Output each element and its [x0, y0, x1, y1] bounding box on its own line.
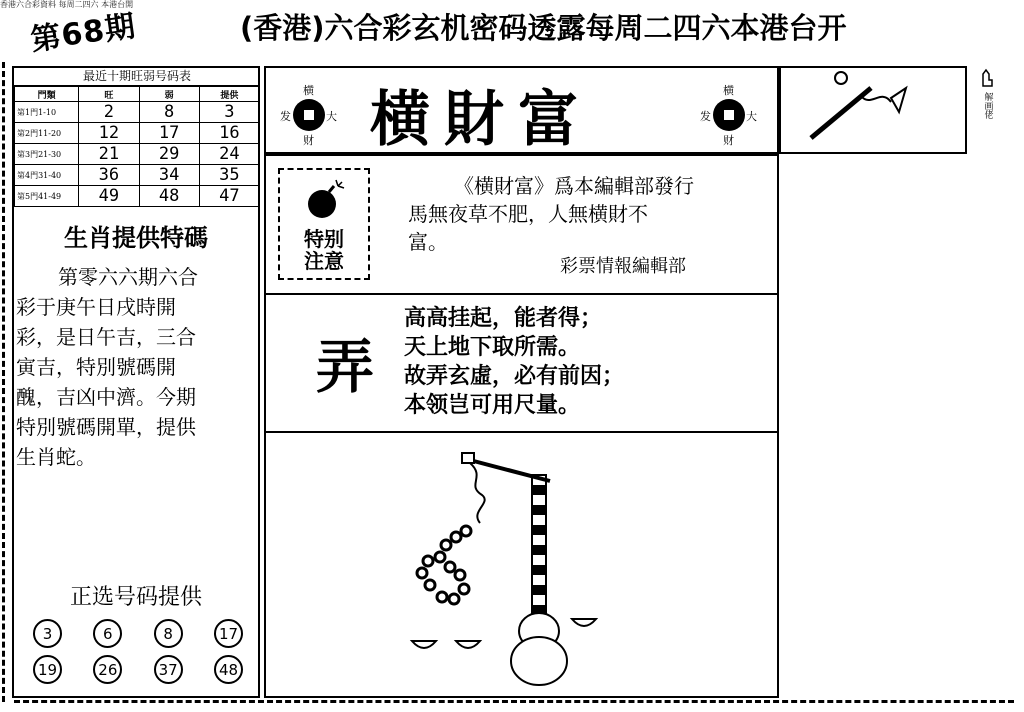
- zodiac-line: 彩于庚午日戌時開: [16, 295, 176, 319]
- notice-line: 馬無夜草不肥，人無横財不: [408, 202, 648, 226]
- zodiac-line: 第零六六期六合: [58, 265, 198, 289]
- zodiac-line: 寅吉，特別號碼開: [16, 355, 176, 379]
- pick-number: 24: [199, 144, 259, 165]
- col-header: 門類: [15, 87, 79, 102]
- pointing-hand-icon: [977, 66, 997, 88]
- hot-number: 49: [79, 186, 139, 207]
- poem-char: 弄: [316, 333, 375, 401]
- page-title: (香港)六合彩玄机密码透露每周二四六本港台开: [240, 11, 847, 45]
- illustration-panel: [264, 431, 779, 698]
- pick-ball: 19: [33, 655, 62, 684]
- pick-ball: 6: [93, 619, 122, 648]
- sketch-panel: [779, 66, 967, 154]
- zodiac-line: 特別號碼開單，提供: [16, 415, 196, 439]
- table-row: [15, 123, 260, 144]
- notice-text: [408, 172, 758, 256]
- fishing-rod-sketch: [781, 68, 965, 152]
- pick-number: 35: [199, 165, 259, 186]
- poem-line: 天上地下取所需。: [404, 335, 581, 360]
- cold-number: 29: [139, 144, 199, 165]
- row-label: 第5門41-49: [15, 186, 79, 207]
- table-row: [15, 144, 260, 165]
- pick-ball: 37: [154, 655, 183, 684]
- row-label: 第2門11-20: [15, 123, 79, 144]
- col-header: 旺: [79, 87, 139, 102]
- banner-title: 横財富: [370, 85, 592, 155]
- pick-ball: 48: [214, 655, 243, 684]
- notice-badge: [278, 168, 370, 280]
- issue-number: 第68期: [28, 8, 139, 59]
- coin-emblem-right: 横 发 大 财: [700, 84, 757, 147]
- table-title: 最近十期旺弱号码表: [14, 68, 260, 86]
- coin-emblem-left: 横 发 大 财: [280, 84, 337, 147]
- bottom-border: [14, 700, 1014, 703]
- pick-ball: 3: [33, 619, 62, 648]
- notice-signature: 彩票情報編輯部: [560, 256, 686, 277]
- notice-line: 富。: [408, 230, 448, 254]
- table-row: [15, 102, 260, 123]
- hot-number: 36: [79, 165, 139, 186]
- hot-number: 2: [79, 102, 139, 123]
- poem-line: 本领岂可用尺量。: [404, 393, 581, 418]
- row-label: 第3門21-30: [15, 144, 79, 165]
- zodiac-line: 生肖蛇。: [16, 445, 96, 469]
- cold-number: 34: [139, 165, 199, 186]
- top-strip: 香港六合彩資料 每周二四六 本港台開: [0, 0, 134, 9]
- poem-line: 高高挂起，能者得；: [404, 306, 603, 331]
- poem-text: [404, 304, 624, 420]
- hint-panel: [972, 66, 1002, 150]
- notice-line: 《横財富》爲本編輯部發行: [454, 174, 694, 198]
- history-table: [14, 68, 260, 207]
- hot-number: 21: [79, 144, 139, 165]
- pole-and-coins-illustration: [266, 433, 777, 696]
- poem-line: 故弄玄虛，必有前因；: [404, 364, 625, 389]
- notice-label: 特别 注意: [304, 227, 344, 273]
- pick-ball: 26: [93, 655, 122, 684]
- row-label: 第4門31-40: [15, 165, 79, 186]
- bomb-icon: [302, 176, 348, 222]
- picks-heading: 正选号码提供: [69, 585, 202, 610]
- pick-number: 3: [199, 102, 259, 123]
- row-label: 第1門1-10: [15, 102, 79, 123]
- col-header: 弱: [139, 87, 199, 102]
- zodiac-line: 彩，是日午吉，三合: [16, 325, 196, 349]
- cold-number: 8: [139, 102, 199, 123]
- picks-row-2: [33, 655, 243, 684]
- pick-ball: 8: [154, 619, 183, 648]
- left-border: [2, 62, 5, 702]
- col-header: 提供: [199, 87, 259, 102]
- zodiac-text: [16, 262, 260, 472]
- pick-number: 47: [199, 186, 259, 207]
- picks-row-1: [33, 619, 243, 648]
- hint-label: 解画佬: [982, 92, 993, 119]
- pick-number: 16: [199, 123, 259, 144]
- cold-number: 48: [139, 186, 199, 207]
- hot-number: 12: [79, 123, 139, 144]
- zodiac-line: 醜，吉凶中濟。今期: [16, 385, 196, 409]
- zodiac-heading: 生肖提供特碼: [64, 224, 208, 252]
- cold-number: 17: [139, 123, 199, 144]
- pick-ball: 17: [214, 619, 243, 648]
- table-row: [15, 186, 260, 207]
- table-row: [15, 165, 260, 186]
